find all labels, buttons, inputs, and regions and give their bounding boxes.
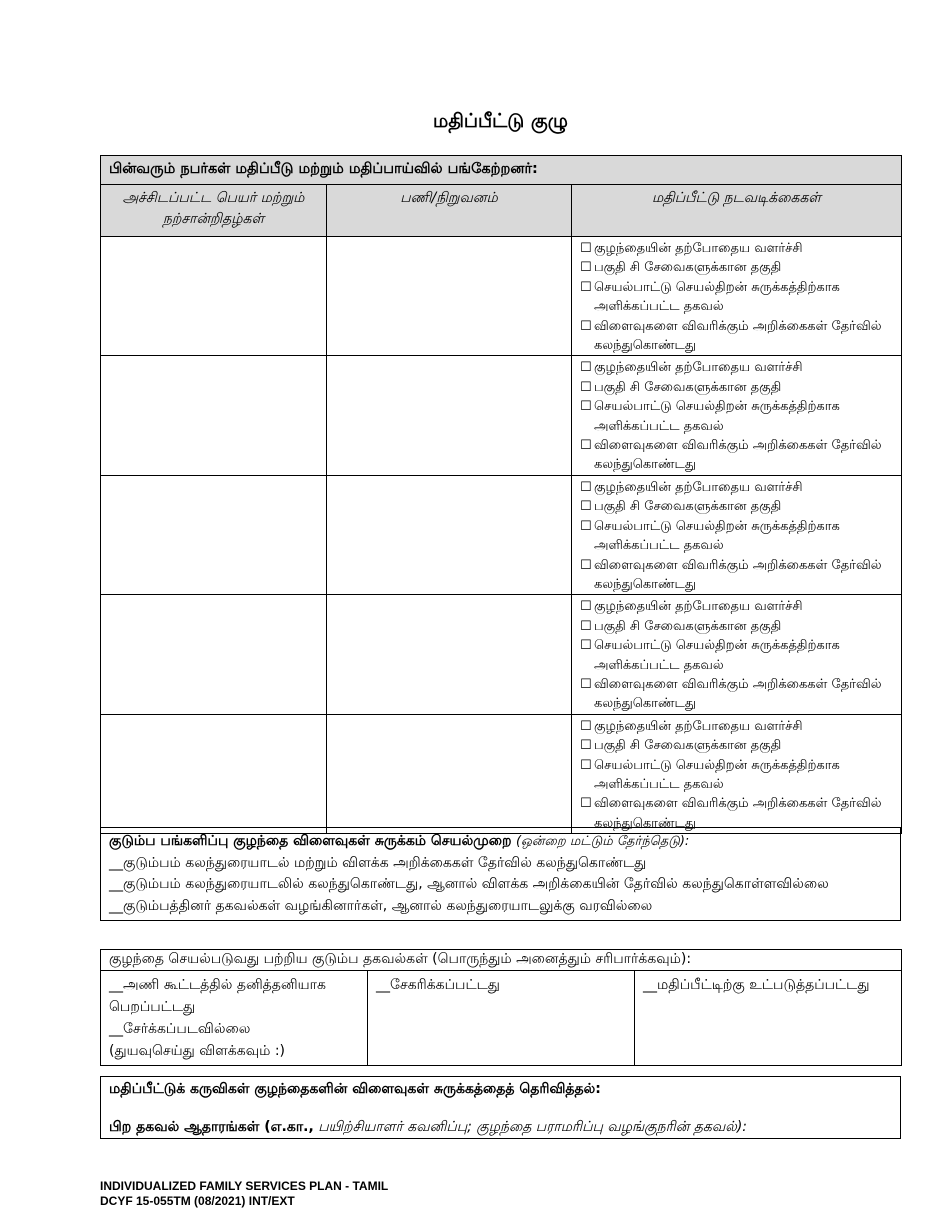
checkbox-icon[interactable]: ☐ xyxy=(580,241,592,256)
activity-label: குழந்தையின் தற்போதைய வளர்ச்சி xyxy=(594,599,803,615)
form-footer xyxy=(100,1179,388,1209)
footer-form-title: INDIVIDUALIZED FAMILY SERVICES PLAN - TAMIL xyxy=(100,1179,389,1193)
activity-label: விளைவுகளை விவரிக்கும் அறிக்கைகள் தேர்வில் கலந்துகொண்டது xyxy=(594,676,882,712)
name-credentials-cell[interactable] xyxy=(101,714,327,833)
assessment-activities-cell xyxy=(572,356,902,475)
checkbox-icon[interactable]: ☐ xyxy=(580,738,592,754)
activity-checkbox-item[interactable] xyxy=(580,556,895,595)
activity-label: பகுதி சி சேவைகளுக்கான தகுதி xyxy=(594,618,782,634)
family-participation-box xyxy=(100,827,901,921)
activity-checkbox-item[interactable] xyxy=(580,497,895,516)
activity-checkbox-item[interactable] xyxy=(580,278,895,317)
activity-label: பகுதி சி சேவைகளுக்கான தகுதி xyxy=(594,499,782,515)
activity-label: செயல்பாட்டு செயல்திறன் சுருக்கத்திற்காக அளிக்கப்பட்ட தகவல் xyxy=(594,638,840,673)
activity-checkbox-item[interactable] xyxy=(580,517,895,556)
option-received-separately[interactable]: __அணி கூட்டத்தில் தனித்தனியாக பெறப்பட்டது xyxy=(109,977,326,1015)
activity-checkbox-item[interactable] xyxy=(580,736,895,755)
activity-label: குழந்தையின் தற்போதைய வளர்ச்சி xyxy=(594,360,803,376)
table-row xyxy=(101,595,902,714)
activity-checkbox-item[interactable] xyxy=(580,636,895,675)
family-info-col2 xyxy=(368,971,635,1066)
family-participation-heading: குடும்ப பங்களிப்பு குழந்தை விளைவுகள் சுருக்கம் செயல்முறை xyxy=(109,833,512,849)
name-credentials-cell[interactable] xyxy=(101,356,327,475)
other-sources-examples: பயிற்சியாளர் கவனிப்பு; குழந்தை பராமரிப்பு வழங்குநரின் தகவல்): xyxy=(313,1119,748,1135)
table-row xyxy=(101,714,902,833)
role-agency-cell[interactable] xyxy=(327,356,572,475)
other-sources-label: பிற தகவல் ஆதாரங்கள் (எ.கா., xyxy=(109,1119,314,1135)
footer-form-code: DCYF 15-055TM (08/2021) INT/EXT xyxy=(100,1194,295,1208)
activity-label: பகுதி சி சேவைகளுக்கான தகுதி xyxy=(594,738,782,754)
checkbox-icon[interactable]: ☐ xyxy=(580,796,592,812)
checkbox-icon[interactable]: ☐ xyxy=(580,499,592,515)
column-header-name: அச்சிடப்பட்ட பெயர் மற்றும் நற்சான்றிதழ்கள் xyxy=(101,185,327,237)
checkbox-icon[interactable]: ☐ xyxy=(580,557,592,573)
activity-checkbox-item[interactable] xyxy=(580,317,895,356)
checkbox-icon[interactable]: ☐ xyxy=(580,360,592,376)
name-credentials-cell[interactable] xyxy=(101,475,327,594)
page-title: மதிப்பீட்டு குழு xyxy=(433,110,568,132)
activity-label: குழந்தையின் தற்போதைய வளர்ச்சி xyxy=(594,241,803,256)
checkbox-icon[interactable]: ☐ xyxy=(580,718,592,734)
assessment-team-table xyxy=(100,155,902,834)
role-agency-cell[interactable] xyxy=(327,237,572,356)
activity-label: குழந்தையின் தற்போதைய வளர்ச்சி xyxy=(594,479,803,495)
activity-label: விளைவுகளை விவரிக்கும் அறிக்கைகள் தேர்வில் கலந்துகொண்டது xyxy=(594,557,882,592)
name-credentials-cell[interactable] xyxy=(101,237,327,356)
other-sources-line xyxy=(109,1118,892,1137)
activity-label: பகுதி சி சேவைகளுக்கான தகுதி xyxy=(594,260,782,276)
option-assessed[interactable]: __மதிப்பீட்டிற்கு உட்படுத்தப்பட்டது xyxy=(643,977,870,993)
assessment-tools-label: மதிப்பீட்டுக் கருவிகள் குழந்தைகளின் விளைவுகள் சுருக்கத்தைத் தெரிவித்தல்: xyxy=(109,1081,601,1097)
family-option-3[interactable]: __குடும்பத்தினர் தகவல்கள் வழங்கினார்கள், ஆனால் கலந்துரையாடலுக்கு வரவில்லை xyxy=(109,897,653,914)
role-agency-cell[interactable] xyxy=(327,595,572,714)
option-not-included[interactable]: __சேர்க்கப்படவில்லை xyxy=(109,1021,251,1037)
family-info-heading: குழந்தை செயல்படுவது பற்றிய குடும்ப தகவல்கள் (பொருந்தும் அனைத்தும் சரிபார்க்கவும்): xyxy=(101,950,902,971)
table-row xyxy=(101,356,902,475)
activity-label: செயல்பாட்டு செயல்திறன் சுருக்கத்திற்காக அளிக்கப்பட்ட தகவல் xyxy=(594,279,840,315)
activity-checkbox-item[interactable] xyxy=(580,597,895,616)
checkbox-icon[interactable]: ☐ xyxy=(580,599,592,615)
assessment-activities-cell xyxy=(572,475,902,594)
table-row xyxy=(101,237,902,356)
assessment-activities-cell xyxy=(572,595,902,714)
role-agency-cell[interactable] xyxy=(327,714,572,833)
activity-checkbox-item[interactable] xyxy=(580,258,895,277)
column-header-role: பணி/நிறுவனம் xyxy=(327,185,572,237)
activity-label: செயல்பாட்டு செயல்திறன் சுருக்கத்திற்காக அளிக்கப்பட்ட தகவல் xyxy=(594,399,840,434)
activity-checkbox-item[interactable] xyxy=(580,478,895,497)
name-credentials-cell[interactable] xyxy=(101,595,327,714)
checkbox-icon[interactable]: ☐ xyxy=(580,618,592,634)
activity-label: விளைவுகளை விவரிக்கும் அறிக்கைகள் தேர்வில் கலந்துகொண்டது xyxy=(594,438,882,473)
activity-checkbox-item[interactable] xyxy=(580,717,895,736)
checkbox-icon[interactable]: ☐ xyxy=(580,279,592,295)
family-info-col1 xyxy=(101,971,368,1066)
activity-checkbox-item[interactable] xyxy=(580,675,895,714)
activity-checkbox-item[interactable] xyxy=(580,378,895,397)
checkbox-icon[interactable]: ☐ xyxy=(580,379,592,395)
option-collected[interactable]: __சேகரிக்கப்பட்டது xyxy=(376,977,500,993)
column-header-activities: மதிப்பீட்டு நடவடிக்கைகள் xyxy=(572,185,902,237)
role-agency-cell[interactable] xyxy=(327,475,572,594)
activity-checkbox-item[interactable] xyxy=(580,397,895,436)
checkbox-icon[interactable]: ☐ xyxy=(580,757,592,773)
assessment-activities-cell xyxy=(572,714,902,833)
checkbox-icon[interactable]: ☐ xyxy=(580,438,592,454)
activity-label: குழந்தையின் தற்போதைய வளர்ச்சி xyxy=(594,718,803,734)
activity-checkbox-item[interactable] xyxy=(580,617,895,636)
family-participation-note: (ஒன்றை மட்டும் தேர்ந்தெடு): xyxy=(515,834,690,849)
checkbox-icon[interactable]: ☐ xyxy=(580,518,592,534)
family-option-2[interactable]: __குடும்பம் கலந்துரையாடலில் கலந்துகொண்டது, ஆனால் விளக்க அறிக்கையின் தேர்வில் கலந்துகொள்ளவில்லை xyxy=(109,876,829,892)
activity-label: விளைவுகளை விவரிக்கும் அறிக்கைகள் தேர்வில் கலந்துகொண்டது xyxy=(594,318,882,354)
assessment-activities-cell xyxy=(572,237,902,356)
checkbox-icon[interactable]: ☐ xyxy=(580,638,592,654)
activity-label: செயல்பாட்டு செயல்திறன் சுருக்கத்திற்காக அளிக்கப்பட்ட தகவல் xyxy=(594,518,840,554)
checkbox-icon[interactable]: ☐ xyxy=(580,260,592,276)
checkbox-icon[interactable]: ☐ xyxy=(580,318,592,334)
activity-checkbox-item[interactable] xyxy=(580,436,895,475)
activity-checkbox-item[interactable] xyxy=(580,756,895,795)
family-info-col3 xyxy=(635,971,902,1066)
activity-label: பகுதி சி சேவைகளுக்கான தகுதி xyxy=(594,379,782,395)
activity-checkbox-item[interactable] xyxy=(580,358,895,377)
assessment-table-header: பின்வரும் நபர்கள் மதிப்பீடு மற்றும் மதிப்பாய்வில் பங்கேற்றனர்: xyxy=(101,156,902,185)
family-option-1[interactable]: __குடும்பம் கலந்துரையாடல் மற்றும் விளக்க அறிக்கைகள் தேர்வில் கலந்துகொண்டது xyxy=(109,854,647,871)
activity-label: விளைவுகளை விவரிக்கும் அறிக்கைகள் தேர்வில் கலந்துகொண்டது xyxy=(594,796,882,831)
checkbox-icon[interactable]: ☐ xyxy=(580,399,592,415)
explain-note: (துயவுசெய்து விளக்கவும் :) xyxy=(109,1043,286,1059)
table-row xyxy=(101,475,902,594)
checkbox-icon[interactable]: ☐ xyxy=(580,676,592,692)
assessment-tools-box xyxy=(100,1076,901,1139)
activity-label: செயல்பாட்டு செயல்திறன் சுருக்கத்திற்காக அளிக்கப்பட்ட தகவல் xyxy=(594,757,840,792)
family-info-table xyxy=(100,949,902,1066)
activity-checkbox-item[interactable] xyxy=(580,239,895,258)
checkbox-icon[interactable]: ☐ xyxy=(580,479,592,495)
